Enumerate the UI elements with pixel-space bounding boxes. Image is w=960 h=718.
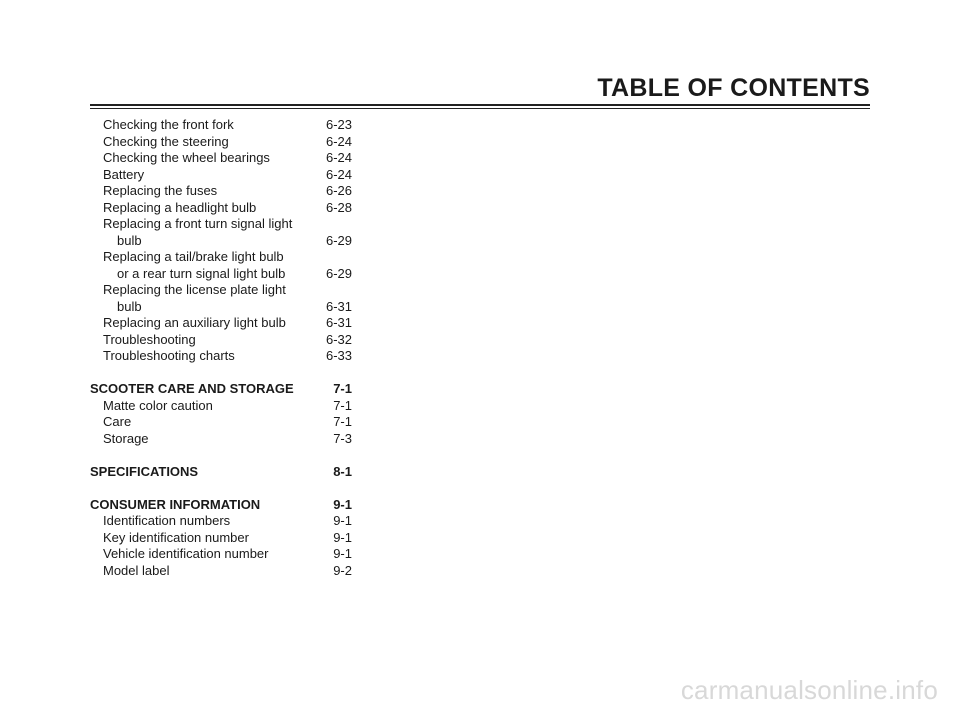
toc-section-label: CONSUMER INFORMATION xyxy=(90,496,261,512)
toc-section-scooter-care[interactable] xyxy=(90,381,352,398)
toc-entry[interactable] xyxy=(90,513,352,530)
toc-section-specifications[interactable] xyxy=(90,464,352,481)
toc-entry[interactable] xyxy=(90,200,352,217)
toc-entry-page: 6-26 xyxy=(325,183,352,198)
toc-entry-page: 9-1 xyxy=(333,529,352,545)
toc-entry-label: Model label xyxy=(103,562,170,578)
toc-entry-label: Replacing an auxiliary light bulb xyxy=(103,315,286,330)
toc-entry-continuation xyxy=(90,266,352,283)
toc-entry-label: Checking the wheel bearings xyxy=(103,150,270,165)
section-gap xyxy=(90,447,352,464)
toc-entry-page: 9-2 xyxy=(333,562,352,578)
toc-entry-label-cont: bulb xyxy=(117,298,142,314)
toc-section-page: 9-1 xyxy=(333,496,352,512)
toc-entry-label: Battery xyxy=(103,166,145,182)
toc-entry-license-plate[interactable] xyxy=(90,282,352,315)
toc-section-label: SCOOTER CARE AND STORAGE xyxy=(90,381,294,396)
toc-entry-page: 6-31 xyxy=(325,298,352,314)
toc-entry[interactable] xyxy=(90,183,352,200)
toc-entry-label: Troubleshooting charts xyxy=(103,348,235,363)
toc-entry-label: Identification numbers xyxy=(103,513,231,528)
toc-entry-front-turn-signal[interactable] xyxy=(90,216,352,249)
section-gap xyxy=(90,365,352,382)
toc-entry-label: Replacing a tail/brake light bulb xyxy=(103,249,284,264)
toc-entry-page: 6-29 xyxy=(325,265,352,281)
toc-entry[interactable] xyxy=(90,167,352,184)
title-rule xyxy=(90,104,870,110)
toc-entry-page: 6-23 xyxy=(325,117,352,132)
toc-entry-page: 6-24 xyxy=(325,133,352,149)
toc-entry-page: 6-29 xyxy=(325,232,352,248)
title-rule-thin xyxy=(90,108,870,109)
section-gap xyxy=(90,480,352,497)
toc-entry[interactable] xyxy=(90,563,352,580)
toc-entry[interactable] xyxy=(90,117,352,134)
title-rule-thick xyxy=(90,104,870,106)
toc-section-consumer-info[interactable] xyxy=(90,497,352,514)
toc-entry-label: Matte color caution xyxy=(103,397,213,413)
toc-entry[interactable] xyxy=(90,348,352,365)
toc-entry[interactable] xyxy=(90,134,352,151)
toc-entry-label: Replacing the fuses xyxy=(103,183,218,198)
toc-section-label: SPECIFICATIONS xyxy=(90,463,199,479)
toc-entry[interactable] xyxy=(90,150,352,167)
toc-entry-page: 6-24 xyxy=(325,166,352,182)
toc-list xyxy=(90,117,352,579)
toc-entry-label: Vehicle identification number xyxy=(103,546,269,561)
toc-entry-page: 7-1 xyxy=(333,397,352,413)
toc-entry-label: Replacing a headlight bulb xyxy=(103,199,257,215)
watermark: carmanualsonline.info xyxy=(680,675,938,705)
toc-entry-continuation xyxy=(90,233,352,250)
toc-entry-label: Key identification number xyxy=(103,529,249,545)
toc-entry[interactable] xyxy=(90,332,352,349)
toc-entry-page: 9-1 xyxy=(333,513,352,528)
toc-entry-label: Checking the steering xyxy=(103,133,229,149)
toc-entry[interactable] xyxy=(90,530,352,547)
toc-entry-page: 7-1 xyxy=(333,414,352,429)
toc-entry-label-cont: bulb xyxy=(117,232,142,248)
toc-entry-page: 7-3 xyxy=(333,430,352,446)
toc-entry[interactable] xyxy=(90,414,352,431)
toc-entry[interactable] xyxy=(90,315,352,332)
page-title: TABLE OF CONTENTS xyxy=(597,74,870,102)
toc-entry-page: 6-24 xyxy=(325,150,352,165)
toc-entry-page: 6-31 xyxy=(325,315,352,330)
toc-entry-label: Storage xyxy=(103,430,149,446)
toc-entry-page: 6-28 xyxy=(325,199,352,215)
toc-entry-label: Replacing a front turn signal light xyxy=(103,216,293,231)
toc-section-page: 7-1 xyxy=(333,381,352,396)
toc-entry-page: 6-33 xyxy=(325,348,352,363)
toc-entry-label-cont: or a rear turn signal light bulb xyxy=(117,265,286,281)
toc-entry[interactable] xyxy=(90,431,352,448)
toc-entry-label: Checking the front fork xyxy=(103,117,234,132)
toc-entry-continuation xyxy=(90,299,352,316)
toc-entry-page: 6-32 xyxy=(325,331,352,347)
toc-entry-label: Troubleshooting xyxy=(103,331,196,347)
toc-entry-tail-brake[interactable] xyxy=(90,249,352,282)
toc-entry-page: 9-1 xyxy=(333,546,352,561)
toc-entry-label: Replacing the license plate light xyxy=(103,282,286,297)
toc-entry[interactable] xyxy=(90,546,352,563)
toc-entry[interactable] xyxy=(90,398,352,415)
toc-section-page: 8-1 xyxy=(333,463,352,479)
toc-entry-label: Care xyxy=(103,414,132,429)
